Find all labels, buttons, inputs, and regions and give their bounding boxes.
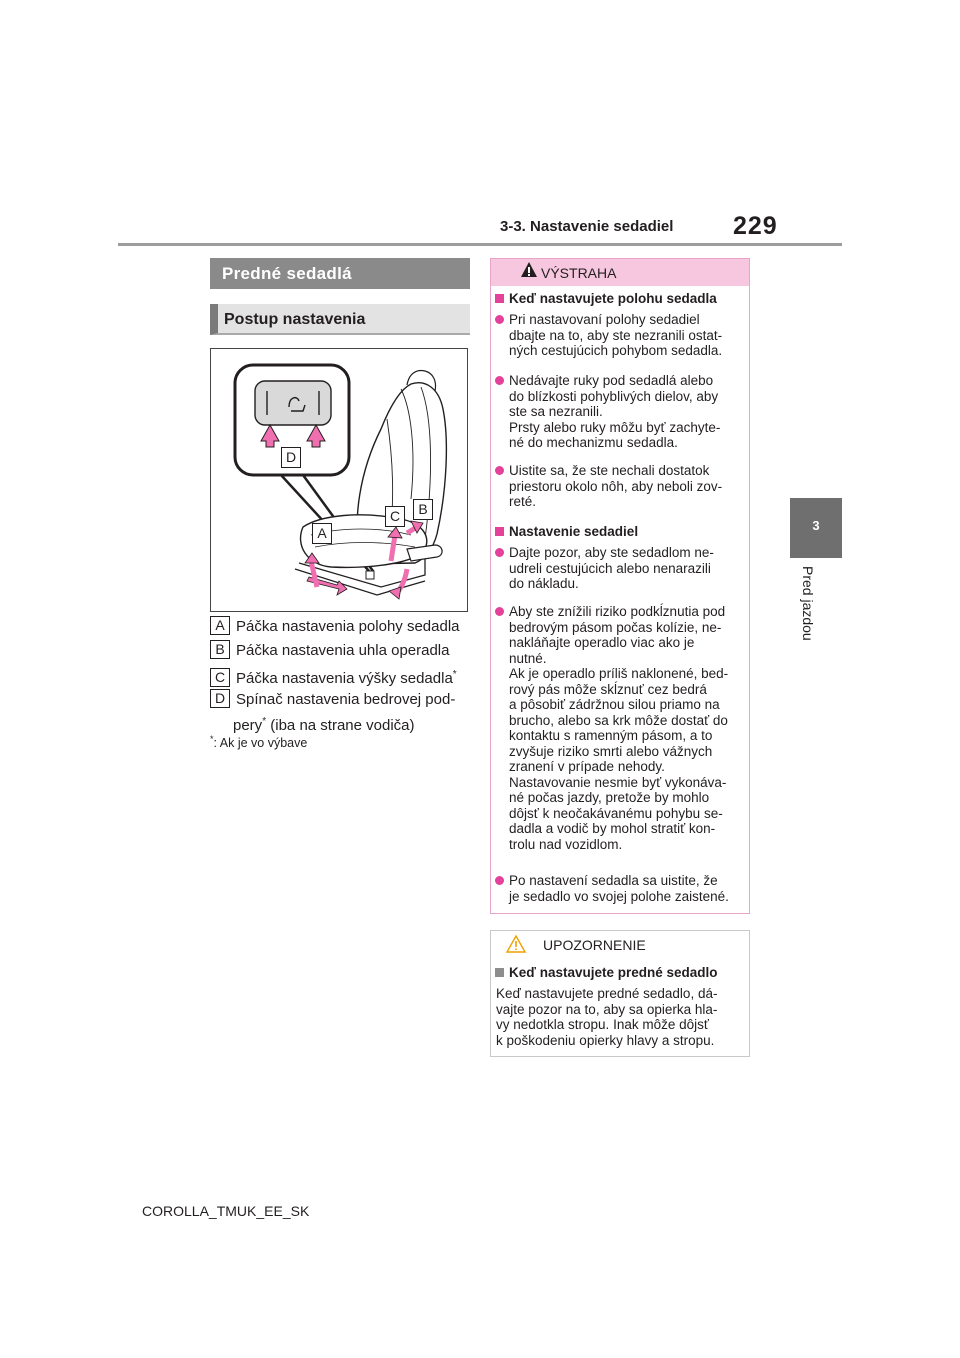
warning-title: VÝSTRAHA [541, 265, 617, 281]
notice-section-marker [495, 968, 504, 977]
legend-text-d: Spínač nastavenia bedrovej pod- [236, 691, 456, 708]
notice-text: Keď nastavujete predné sedadlo, dá- vajte pozor na to, aby sa opierka hla- vy nedotkla stropu. Inak môže dôjsť k poškodeniu opierky hlavy a stropu. [496, 986, 718, 1048]
legend-star-c: * [452, 669, 457, 680]
legend-item-b [210, 640, 450, 661]
chapter-name-label: Pred jazdou [800, 566, 816, 641]
caution-triangle-icon [505, 934, 527, 954]
warning-bullet [495, 876, 504, 885]
notice-section-title: Keď nastavujete predné sedadlo [509, 965, 718, 980]
chapter-name [800, 566, 818, 656]
warning-bullet-text: Dajte pozor, aby ste sedadlom ne- udreli cestujúcich alebo nenarazili do nákladu. [509, 545, 714, 591]
legend-text-d-2b: (iba na strane vodiča) [266, 717, 415, 734]
warning-bullet [495, 466, 504, 475]
legend-text-a: Páčka nastavenia polohy sedadla [236, 618, 460, 635]
legend-item-a [210, 616, 460, 637]
warning-bullet-text: Nedávajte ruky pod sedadlá alebo do blízkosti pohyblivých dielov, aby ste sa nezranili. Prsty alebo ruky môžu byť zachyte- né do mechanizmu sedadla. [509, 373, 721, 450]
footnote-text: : Ak je vo výbave [213, 736, 308, 751]
warning-bullet [495, 376, 504, 385]
legend-key-c: C [210, 668, 230, 687]
legend-text-d-2a: pery [233, 717, 263, 734]
warning-bullet [495, 607, 504, 616]
warning-section2-title: Nastavenie sedadiel [509, 524, 639, 539]
footnote-mark: * [210, 734, 214, 744]
warning-bullet [495, 315, 504, 324]
seat-illustration [211, 349, 467, 611]
callout-a: A [312, 523, 332, 544]
callout-b: B [413, 499, 433, 520]
legend-text-c: Páčka nastavenia výšky sedadla [236, 670, 453, 687]
legend-key-a: A [210, 616, 230, 635]
legend-star-d: * [262, 716, 267, 727]
warning-triangle-icon [520, 261, 538, 279]
legend-text-b: Páčka nastavenia uhla operadla [236, 642, 450, 659]
subsection-heading: Postup nastavenia [210, 304, 470, 335]
warning-bullet-text: Aby ste znížili riziko podkĺznutia pod bedrovým pásom počas kolízie, ne- nakláňajte operadlo viac ako je nutné. Ak je operadlo príliš naklonené, bed- rový pás môže skĺznuť cez bedrá a pôsobiť zádržnou silou priamo na brucho, alebo sa krk môže dostať do kontaktu s ramenným pásom, a to zvyšuje riziko smrti alebo vážnych zranení v prípade nehody. Nastavovanie nesmie byť vykonáva- né počas jazdy, pretože by mohlo dôjsť k neočakávanému pohybu se- dadla a vodič by mohol stratiť kon- trolu nad vozidlom. [509, 604, 729, 852]
seat-adjustment-figure [210, 348, 468, 612]
document-code: COROLLA_TMUK_EE_SK [142, 1203, 310, 1219]
warning-bullet-text: Pri nastavovaní polohy sedadiel dbajte na to, aby ste nezranili ostat- ných cestujúcich pohybom sedadla. [509, 312, 723, 358]
warning-section-marker [495, 527, 504, 536]
page-number: 229 [733, 212, 778, 240]
legend-key-b: B [210, 640, 230, 659]
legend-item-d-cont [233, 711, 415, 736]
callout-d: D [281, 447, 301, 468]
header-rule [118, 243, 842, 246]
legend-item-d [210, 689, 455, 710]
footnote [210, 734, 307, 750]
section-title: 3-3. Nastavenie sedadiel [500, 218, 674, 235]
legend-key-d: D [210, 689, 230, 708]
legend-item-c [210, 664, 457, 689]
section-heading: Predné sedadlá [210, 258, 470, 289]
callout-c: C [385, 506, 405, 527]
notice-title: UPOZORNENIE [543, 937, 646, 953]
warning-bullet [495, 548, 504, 557]
warning-bullet-text: Uistite sa, že ste nechali dostatok priestoru okolo nôh, aby neboli zov- reté. [509, 463, 723, 509]
chapter-number: 3 [812, 518, 820, 533]
warning-section-marker [495, 294, 504, 303]
warning-section1-title: Keď nastavujete polohu sedadla [509, 291, 717, 306]
warning-bullet-text: Po nastavení sedadla sa uistite, že je sedadlo vo svojej polohe zaistené. [509, 873, 729, 904]
